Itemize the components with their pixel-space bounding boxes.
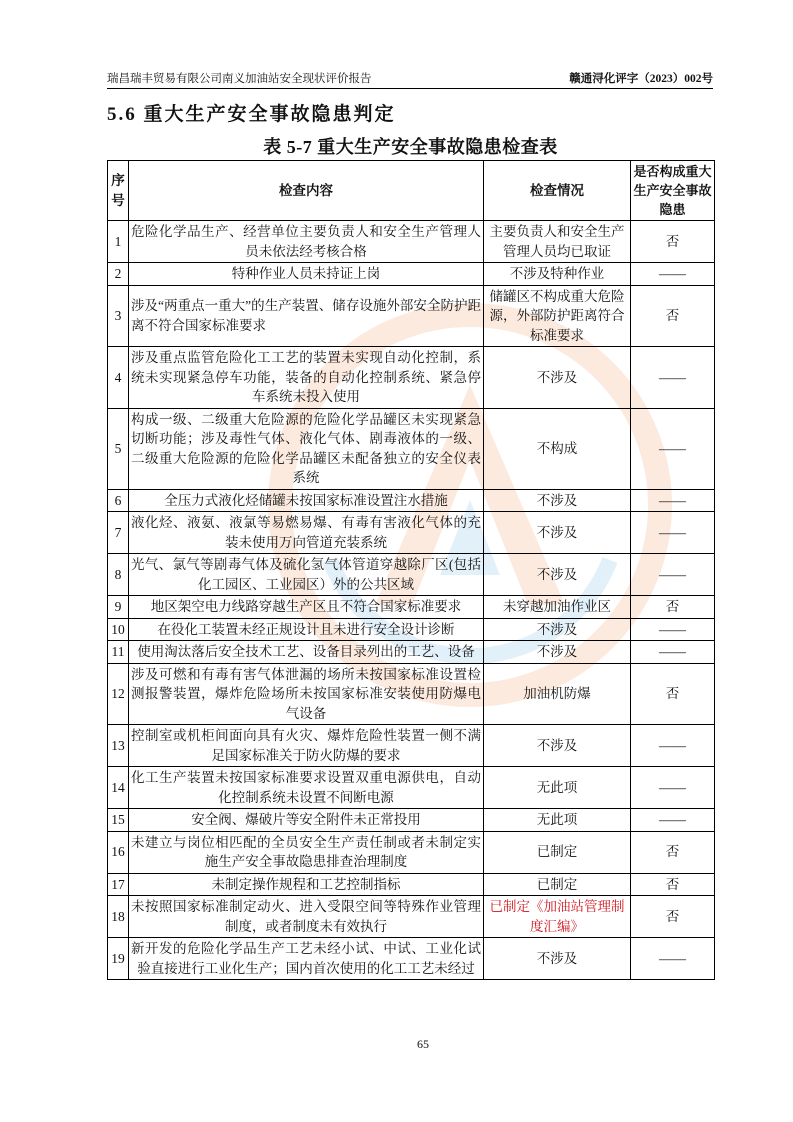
table-row — [108, 831, 715, 873]
hazard-check-table — [107, 160, 715, 980]
check-status: 不涉及 — [484, 554, 631, 596]
major-hazard-flag: —— — [631, 809, 715, 832]
check-status: 已制定 — [484, 831, 631, 873]
table-row — [108, 896, 715, 938]
check-status: 不涉及 — [484, 618, 631, 641]
major-hazard-flag: 否 — [631, 663, 715, 725]
check-status: 不涉及 — [484, 489, 631, 512]
check-status: 不涉及 — [484, 641, 631, 664]
check-status: 主要负责人和安全生产管理人员均已取证 — [484, 221, 631, 263]
major-hazard-flag: —— — [631, 767, 715, 809]
row-number: 3 — [108, 285, 129, 347]
check-status: 已制定 — [484, 873, 631, 896]
check-content: 化工生产装置未按国家标准要求设置双重电源供电，自动化控制系统未设置不间断电源 — [129, 767, 484, 809]
major-hazard-flag: 否 — [631, 596, 715, 619]
table-row — [108, 408, 715, 489]
check-content: 安全阀、爆破片等安全附件未正常投用 — [129, 809, 484, 832]
check-status-highlighted: 已制定《加油站管理制度汇编》 — [484, 896, 631, 938]
check-content: 涉及重点监管危险化工工艺的装置未实现自动化控制，系统未实现紧急停车功能，装备的自动化控制系统、紧急停车系统未投入使用 — [129, 347, 484, 409]
table-header-row — [108, 161, 715, 221]
check-content: 特种作业人员未持证上岗 — [129, 263, 484, 286]
table-row — [108, 263, 715, 286]
header-number: 序号 — [108, 161, 129, 221]
table-row — [108, 489, 715, 512]
header-divider — [107, 88, 713, 89]
row-number: 19 — [108, 938, 129, 980]
table-row — [108, 347, 715, 409]
page-number: 65 — [417, 1037, 429, 1051]
major-hazard-flag: —— — [631, 347, 715, 409]
check-content: 涉及“两重点一重大”的生产装置、储存设施外部安全防护距离不符合国家标准要求 — [129, 285, 484, 347]
check-content: 液化烃、液氨、液氯等易燃易爆、有毒有害液化气体的充装未使用万向管道充装系统 — [129, 512, 484, 554]
check-status: 不涉及 — [484, 938, 631, 980]
major-hazard-flag: —— — [631, 725, 715, 767]
major-hazard-flag: 否 — [631, 221, 715, 263]
table-row — [108, 596, 715, 619]
table-row — [108, 618, 715, 641]
major-hazard-flag: —— — [631, 512, 715, 554]
header-major-hazard: 是否构成重大生产安全事故隐患 — [631, 161, 715, 221]
row-number: 6 — [108, 489, 129, 512]
row-number: 14 — [108, 767, 129, 809]
table-row — [108, 767, 715, 809]
check-status: 不构成 — [484, 408, 631, 489]
row-number: 8 — [108, 554, 129, 596]
row-number: 5 — [108, 408, 129, 489]
row-number: 18 — [108, 896, 129, 938]
table-row — [108, 554, 715, 596]
major-hazard-flag: —— — [631, 408, 715, 489]
check-content: 未按照国家标准制定动火、进入受限空间等特殊作业管理制度，或者制度未有效执行 — [129, 896, 484, 938]
row-number: 4 — [108, 347, 129, 409]
check-status: 不涉及 — [484, 347, 631, 409]
table-caption: 表 5-7 重大生产安全事故隐患检查表 — [263, 137, 558, 157]
check-status: 无此项 — [484, 767, 631, 809]
table-row — [108, 641, 715, 664]
table-row — [108, 512, 715, 554]
row-number: 17 — [108, 873, 129, 896]
row-number: 10 — [108, 618, 129, 641]
table-row — [108, 873, 715, 896]
row-number: 9 — [108, 596, 129, 619]
check-content: 控制室或机柜间面向具有火灾、爆炸危险性装置一侧不满足国家标准关于防火防爆的要求 — [129, 725, 484, 767]
check-content: 新开发的危险化学品生产工艺未经小试、中试、工业化试验直接进行工业化生产；国内首次使用的化工工艺未经过 — [129, 938, 484, 980]
check-content: 构成一级、二级重大危险源的危险化学品罐区未实现紧急切断功能；涉及毒性气体、液化气体、剧毒液体的一级、二级重大危险源的危险化学品罐区未配备独立的安全仪表系统 — [129, 408, 484, 489]
check-status: 未穿越加油作业区 — [484, 596, 631, 619]
row-number: 7 — [108, 512, 129, 554]
row-number: 12 — [108, 663, 129, 725]
row-number: 11 — [108, 641, 129, 664]
check-status: 加油机防爆 — [484, 663, 631, 725]
table-row — [108, 221, 715, 263]
check-content: 涉及可燃和有毒有害气体泄漏的场所未按国家标准设置检测报警装置，爆炸危险场所未按国家标准安装使用防爆电气设备 — [129, 663, 484, 725]
major-hazard-flag: —— — [631, 489, 715, 512]
check-content: 使用淘汰落后安全技术工艺、设备目录列出的工艺、设备 — [129, 641, 484, 664]
check-content: 地区架空电力线路穿越生产区且不符合国家标准要求 — [129, 596, 484, 619]
row-number: 1 — [108, 221, 129, 263]
check-status: 不涉及特种作业 — [484, 263, 631, 286]
table-row — [108, 725, 715, 767]
header-document-number: 赣通浔化评字（2023）002号 — [569, 73, 713, 85]
header-report-title: 瑞昌瑞丰贸易有限公司南义加油站安全现状评价报告 — [107, 73, 372, 85]
table-row — [108, 663, 715, 725]
check-content: 危险化学品生产、经营单位主要负责人和安全生产管理人员未依法经考核合格 — [129, 221, 484, 263]
row-number: 15 — [108, 809, 129, 832]
major-hazard-flag: —— — [631, 641, 715, 664]
table-row — [108, 938, 715, 980]
check-status: 无此项 — [484, 809, 631, 832]
check-content: 全压力式液化烃储罐未按国家标准设置注水措施 — [129, 489, 484, 512]
check-content: 未建立与岗位相匹配的全员安全生产责任制或者未制定实施生产安全事故隐患排查治理制度 — [129, 831, 484, 873]
table-row — [108, 285, 715, 347]
major-hazard-flag: 否 — [631, 831, 715, 873]
major-hazard-flag: 否 — [631, 285, 715, 347]
major-hazard-flag: —— — [631, 554, 715, 596]
row-number: 13 — [108, 725, 129, 767]
major-hazard-flag: —— — [631, 938, 715, 980]
row-number: 2 — [108, 263, 129, 286]
major-hazard-flag: 否 — [631, 873, 715, 896]
check-content: 未制定操作规程和工艺控制指标 — [129, 873, 484, 896]
major-hazard-flag: —— — [631, 618, 715, 641]
row-number: 16 — [108, 831, 129, 873]
major-hazard-flag: 否 — [631, 896, 715, 938]
check-content: 在役化工装置未经正规设计且未进行安全设计诊断 — [129, 618, 484, 641]
header-check-status: 检查情况 — [484, 161, 631, 221]
major-hazard-flag: —— — [631, 263, 715, 286]
table-row — [108, 809, 715, 832]
check-status: 储罐区不构成重大危险源，外部防护距离符合标准要求 — [484, 285, 631, 347]
check-content: 光气、氯气等剧毒气体及硫化氢气体管道穿越除厂区(包括化工园区、工业园区）外的公共区域 — [129, 554, 484, 596]
check-status: 不涉及 — [484, 512, 631, 554]
check-status: 不涉及 — [484, 725, 631, 767]
section-title: 5.6 重大生产安全事故隐患判定 — [107, 104, 396, 125]
header-check-content: 检查内容 — [129, 161, 484, 221]
